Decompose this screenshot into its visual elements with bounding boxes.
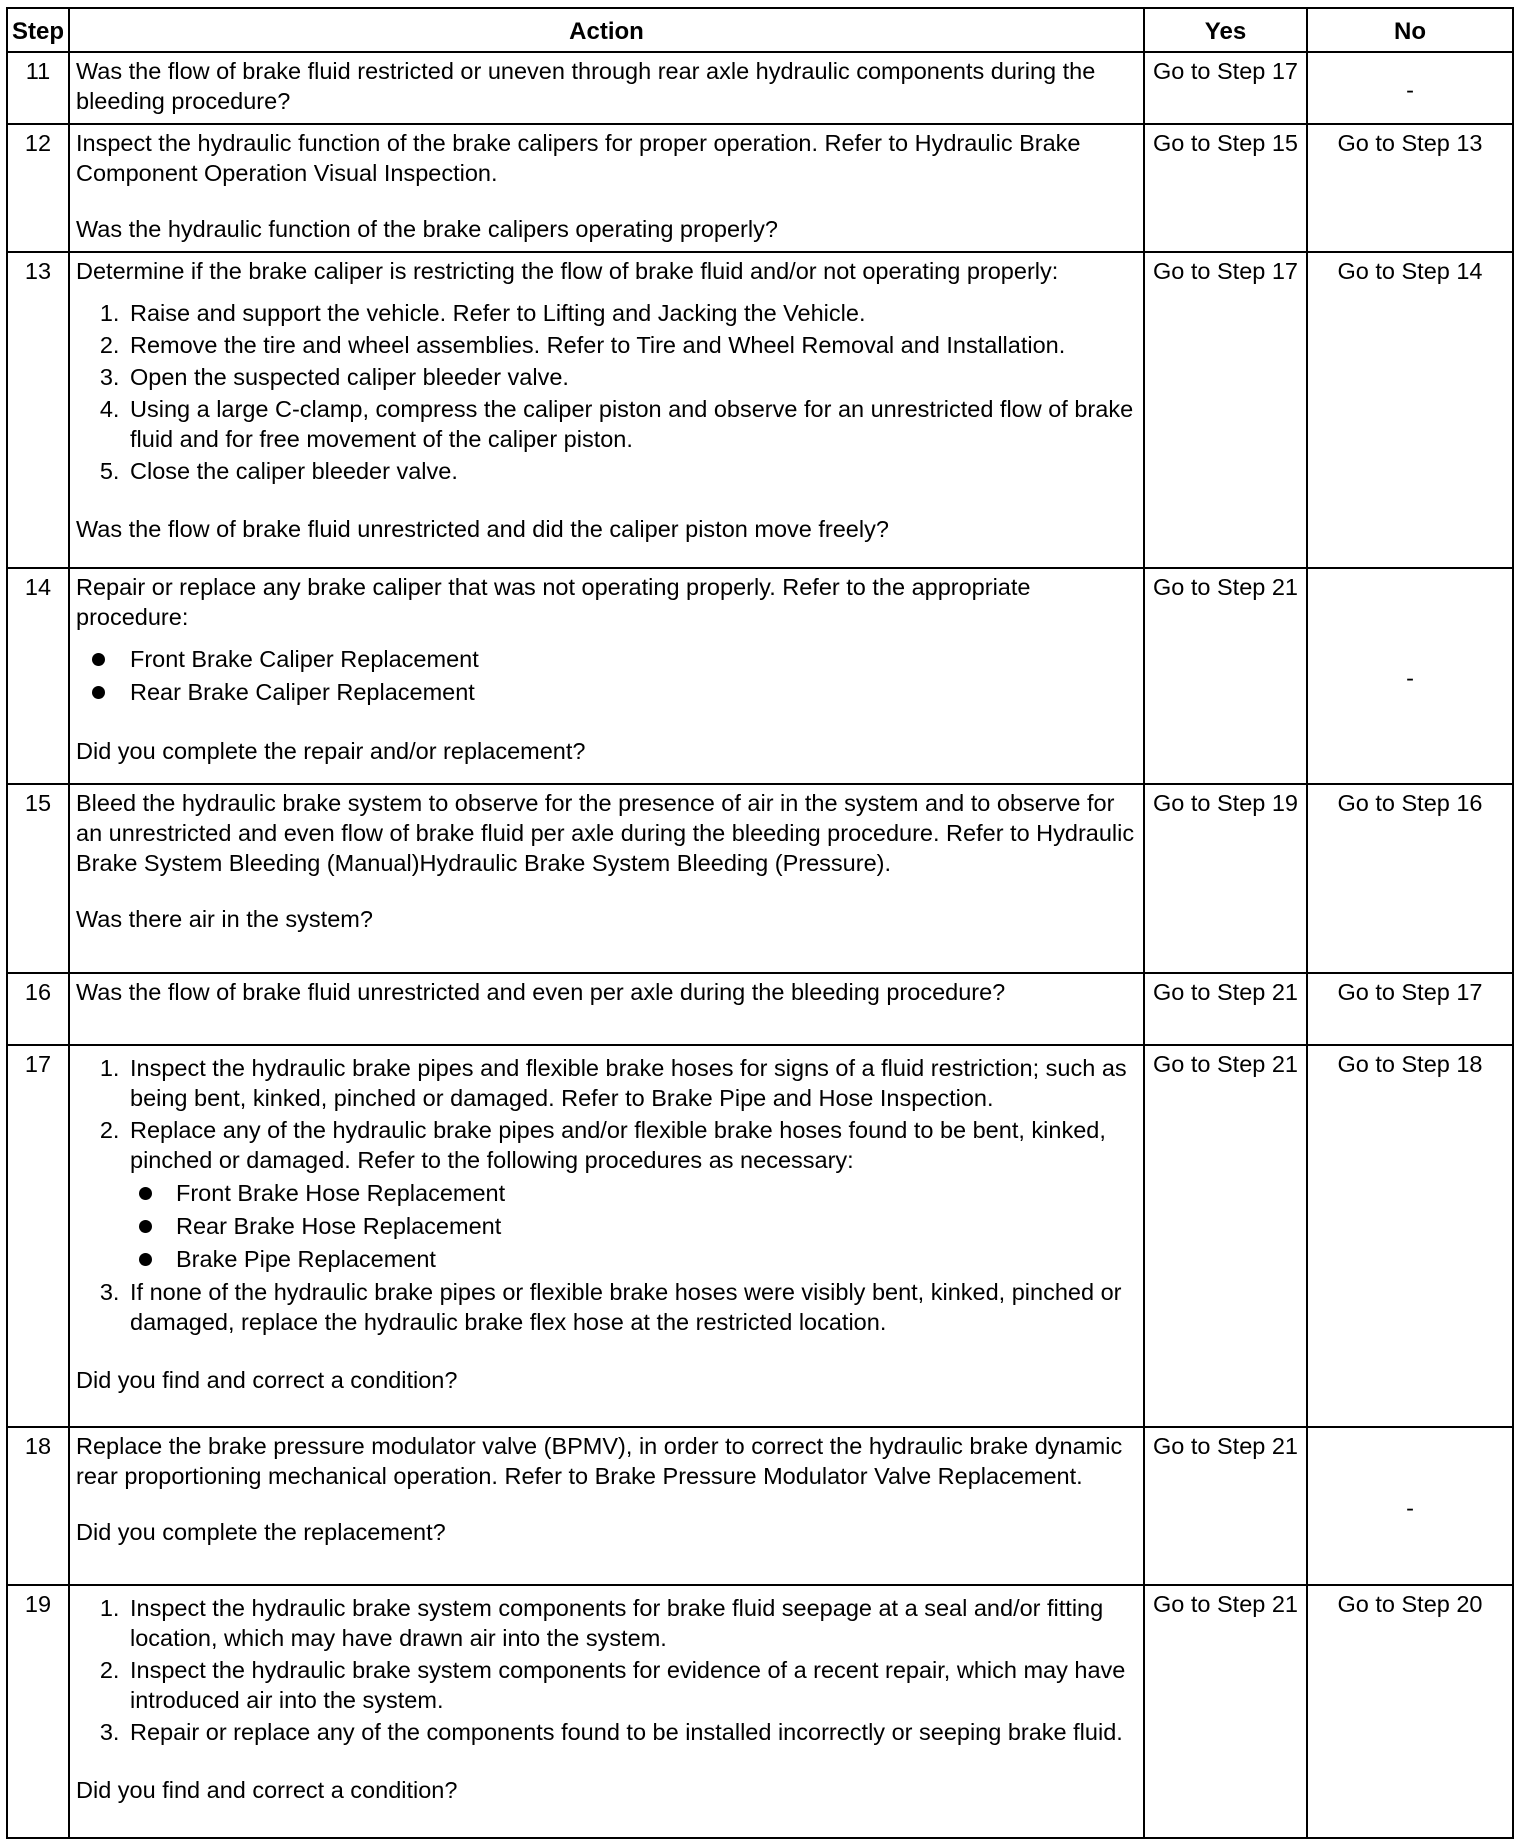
table-row [7, 52, 1513, 124]
action-cell [69, 1585, 1144, 1838]
no-cell: - [1307, 52, 1513, 124]
action-cell [69, 52, 1144, 124]
list-item: 2. Inspect the hydraulic brake system components for evidence of a recent repair, which may have introduced air into the system. [126, 1655, 1137, 1715]
table-row [7, 973, 1513, 1045]
action-question: Was the hydraulic function of the brake calipers operating properly? [76, 216, 778, 242]
step-number: 14 [7, 568, 69, 784]
yes-cell: Go to Step 19 [1144, 784, 1307, 973]
yes-cell: Go to Step 17 [1144, 252, 1307, 568]
no-cell: - [1307, 568, 1513, 784]
diagnostic-steps-table [6, 7, 1514, 1839]
no-cell: Go to Step 13 [1307, 124, 1513, 252]
bullet-list [130, 1178, 1137, 1274]
action-text: Determine if the brake caliper is restricting the flow of brake fluid and/or not operating properly: [76, 258, 1059, 284]
step-number: 17 [7, 1045, 69, 1427]
action-cell [69, 1045, 1144, 1427]
action-text: Inspect the hydraulic function of the brake calipers for proper operation. Refer to Hydraulic Brake Component Operation Visual Inspection. [76, 130, 1081, 186]
list-item: 1. Raise and support the vehicle. Refer to Lifting and Jacking the Vehicle. [126, 298, 1137, 328]
procedure-list [76, 1053, 1137, 1337]
procedure-list [76, 298, 1137, 486]
yes-cell: Go to Step 21 [1144, 568, 1307, 784]
no-cell: Go to Step 20 [1307, 1585, 1513, 1838]
list-item: 5. Close the caliper bleeder valve. [126, 456, 1137, 486]
header-action: Action [69, 8, 1144, 52]
no-cell: Go to Step 16 [1307, 784, 1513, 973]
yes-cell: Go to Step 21 [1144, 1585, 1307, 1838]
list-item: Rear Brake Caliper Replacement [126, 677, 1137, 707]
header-step: Step [7, 8, 69, 52]
action-question: Did you find and correct a condition? [76, 1367, 458, 1393]
table-row [7, 568, 1513, 784]
action-cell [69, 1427, 1144, 1585]
table-row [7, 252, 1513, 568]
action-text: Replace the brake pressure modulator valve (BPMV), in order to correct the hydraulic brake dynamic rear proportioning mechanical operation. Refer to Brake Pressure Modulator Valve Replacement. [76, 1433, 1123, 1489]
list-item: 1. Inspect the hydraulic brake pipes and flexible brake hoses for signs of a fluid restriction; such as being bent, kinked, pinched or damaged. Refer to Brake Pipe and Hose Inspection. [126, 1053, 1137, 1113]
action-cell [69, 124, 1144, 252]
table-row [7, 1427, 1513, 1585]
list-item: Brake Pipe Replacement [172, 1244, 1137, 1274]
action-text: Bleed the hydraulic brake system to observe for the presence of air in the system and to observe for an unrestricted and even flow of brake fluid per axle during the bleeding procedure. Refer to Hydraulic Brake System Bleeding (Manual)Hydraulic Brake System Bleeding (Pressure). [76, 790, 1135, 876]
step-number: 11 [7, 52, 69, 124]
list-item: Front Brake Caliper Replacement [126, 644, 1137, 674]
yes-cell: Go to Step 15 [1144, 124, 1307, 252]
action-question: Did you complete the repair and/or replacement? [76, 738, 586, 764]
step-number: 15 [7, 784, 69, 973]
list-item: 2. Remove the tire and wheel assemblies. Refer to Tire and Wheel Removal and Installation. [126, 330, 1137, 360]
header-yes: Yes [1144, 8, 1307, 52]
list-item [126, 1115, 1137, 1274]
step-number: 19 [7, 1585, 69, 1838]
action-question: Was the flow of brake fluid unrestricted and did the caliper piston move freely? [76, 516, 889, 542]
table-row [7, 124, 1513, 252]
yes-cell: Go to Step 21 [1144, 1045, 1307, 1427]
list-item: 1. Inspect the hydraulic brake system components for brake fluid seepage at a seal and/or fitting location, which may have drawn air into the system. [126, 1593, 1137, 1653]
procedure-list [76, 1593, 1137, 1747]
no-cell: Go to Step 17 [1307, 973, 1513, 1045]
action-cell [69, 973, 1144, 1045]
no-cell: Go to Step 18 [1307, 1045, 1513, 1427]
list-item: 3. If none of the hydraulic brake pipes or flexible brake hoses were visibly bent, kinked, pinched or damaged, replace the hydraulic brake flex hose at the restricted location. [126, 1277, 1137, 1337]
action-text: Repair or replace any brake caliper that was not operating properly. Refer to the appropriate procedure: [76, 574, 1031, 630]
step-number: 13 [7, 252, 69, 568]
action-cell [69, 568, 1144, 784]
action-question: Was the flow of brake fluid unrestricted and even per axle during the bleeding procedure? [76, 979, 1006, 1005]
header-row [7, 8, 1513, 52]
action-question: Was the flow of brake fluid restricted or uneven through rear axle hydraulic components during the bleeding procedure? [76, 58, 1096, 114]
table-row [7, 1045, 1513, 1427]
yes-cell: Go to Step 17 [1144, 52, 1307, 124]
step-number: 16 [7, 973, 69, 1045]
table-row [7, 1585, 1513, 1838]
no-cell: Go to Step 14 [1307, 252, 1513, 568]
list-item: 3. Open the suspected caliper bleeder valve. [126, 362, 1137, 392]
step-number: 12 [7, 124, 69, 252]
action-question: Was there air in the system? [76, 906, 373, 932]
action-question: Did you find and correct a condition? [76, 1777, 458, 1803]
list-item: Rear Brake Hose Replacement [172, 1211, 1137, 1241]
list-item: Front Brake Hose Replacement [172, 1178, 1137, 1208]
table-row [7, 784, 1513, 973]
no-cell: - [1307, 1427, 1513, 1585]
action-cell [69, 784, 1144, 973]
bullet-list [76, 644, 1137, 707]
step-number: 18 [7, 1427, 69, 1585]
yes-cell: Go to Step 21 [1144, 973, 1307, 1045]
action-question: Did you complete the replacement? [76, 1519, 446, 1545]
action-cell [69, 252, 1144, 568]
yes-cell: Go to Step 21 [1144, 1427, 1307, 1585]
header-no: No [1307, 8, 1513, 52]
list-item-text: Replace any of the hydraulic brake pipes and/or flexible brake hoses found to be bent, kinked, pinched or damaged. Refer to the following procedures as necessary: [130, 1117, 1106, 1173]
list-item: 4. Using a large C-clamp, compress the caliper piston and observe for an unrestricted flow of brake fluid and for free movement of the caliper piston. [126, 394, 1137, 454]
list-item: 3. Repair or replace any of the components found to be installed incorrectly or seeping brake fluid. [126, 1717, 1137, 1747]
